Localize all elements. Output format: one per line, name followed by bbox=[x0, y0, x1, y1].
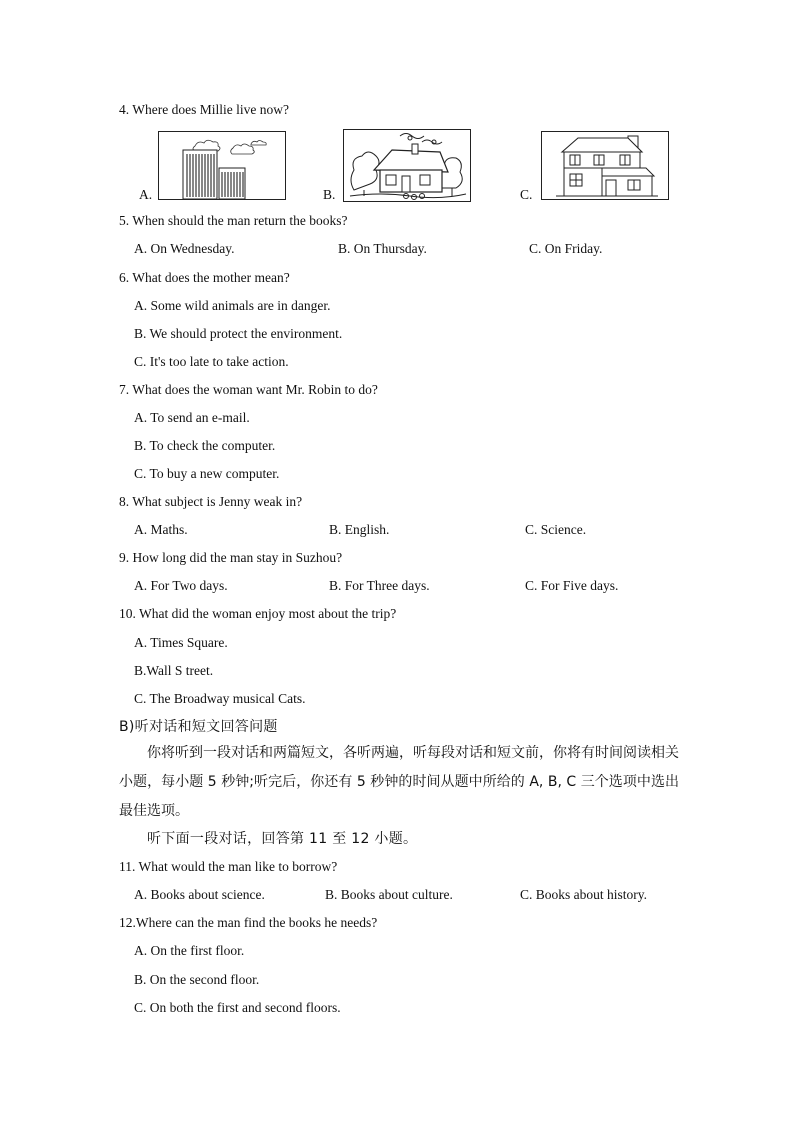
q8-option-b[interactable]: B. English. bbox=[329, 522, 390, 537]
q6-option-a[interactable]: A. Some wild animals are in danger. bbox=[134, 298, 331, 313]
q4-label-b: B. bbox=[323, 187, 336, 202]
q7-option-a[interactable]: A. To send an e-mail. bbox=[134, 410, 250, 425]
q5-option-b[interactable]: B. On Thursday. bbox=[338, 241, 427, 256]
question-10: 10. What did the woman enjoy most about the trip? bbox=[119, 606, 397, 621]
q10-option-c[interactable]: C. The Broadway musical Cats. bbox=[134, 691, 306, 706]
q11-option-a[interactable]: A. Books about science. bbox=[134, 887, 265, 902]
question-7: 7. What does the woman want Mr. Robin to do? bbox=[119, 382, 378, 397]
question-4: 4. Where does Millie live now? bbox=[119, 102, 289, 117]
q12-option-b[interactable]: B. On the second floor. bbox=[134, 972, 260, 987]
q5-option-c[interactable]: C. On Friday. bbox=[529, 241, 603, 256]
q5-option-a[interactable]: A. On Wednesday. bbox=[134, 241, 235, 256]
question-9: 9. How long did the man stay in Suzhou? bbox=[119, 550, 343, 565]
section-b-heading: B)听对话和短文回答问题 bbox=[119, 719, 278, 735]
q4-label-c: C. bbox=[520, 187, 533, 202]
q6-option-b[interactable]: B. We should protect the environment. bbox=[134, 326, 343, 341]
q10-option-b[interactable]: B.Wall S treet. bbox=[134, 663, 214, 678]
q7-option-c[interactable]: C. To buy a new computer. bbox=[134, 466, 280, 481]
question-12: 12.Where can the man find the books he needs? bbox=[119, 915, 378, 930]
question-6: 6. What does the mother mean? bbox=[119, 270, 290, 285]
question-11: 11. What would the man like to borrow? bbox=[119, 859, 338, 874]
q4-picture-a-city-buildings bbox=[158, 131, 286, 200]
q11-option-b[interactable]: B. Books about culture. bbox=[325, 887, 453, 902]
q9-option-c[interactable]: C. For Five days. bbox=[525, 578, 619, 593]
q8-option-a[interactable]: A. Maths. bbox=[134, 522, 188, 537]
q9-option-b[interactable]: B. For Three days. bbox=[329, 578, 430, 593]
q7-option-b[interactable]: B. To check the computer. bbox=[134, 438, 276, 453]
q4-label-a: A. bbox=[139, 187, 153, 202]
question-5: 5. When should the man return the books? bbox=[119, 213, 348, 228]
q10-option-a[interactable]: A. Times Square. bbox=[134, 635, 228, 650]
q4-picture-c-two-storey-house bbox=[541, 131, 669, 200]
q4-picture-b-cottage bbox=[343, 129, 471, 202]
section-b-instruction: 你将听到一段对话和两篇短文，各听两遍，听每段对话和短文前，你将有时间阅读相关小题，每小题 5 秒钟;听完后，你还有 5 秒钟的时间从题中所给的 A, B, C 三个选项中选出最佳选项。 bbox=[119, 745, 679, 819]
q8-option-c[interactable]: C. Science. bbox=[525, 522, 587, 537]
section-b-subinstruction: 听下面一段对话，回答第 11 至 12 小题。 bbox=[147, 831, 418, 847]
question-8: 8. What subject is Jenny weak in? bbox=[119, 494, 303, 509]
q11-option-c[interactable]: C. Books about history. bbox=[520, 887, 648, 902]
q12-option-c[interactable]: C. On both the first and second floors. bbox=[134, 1000, 341, 1015]
q6-option-c[interactable]: C. It's too late to take action. bbox=[134, 354, 289, 369]
q12-option-a[interactable]: A. On the first floor. bbox=[134, 943, 245, 958]
q9-option-a[interactable]: A. For Two days. bbox=[134, 578, 228, 593]
